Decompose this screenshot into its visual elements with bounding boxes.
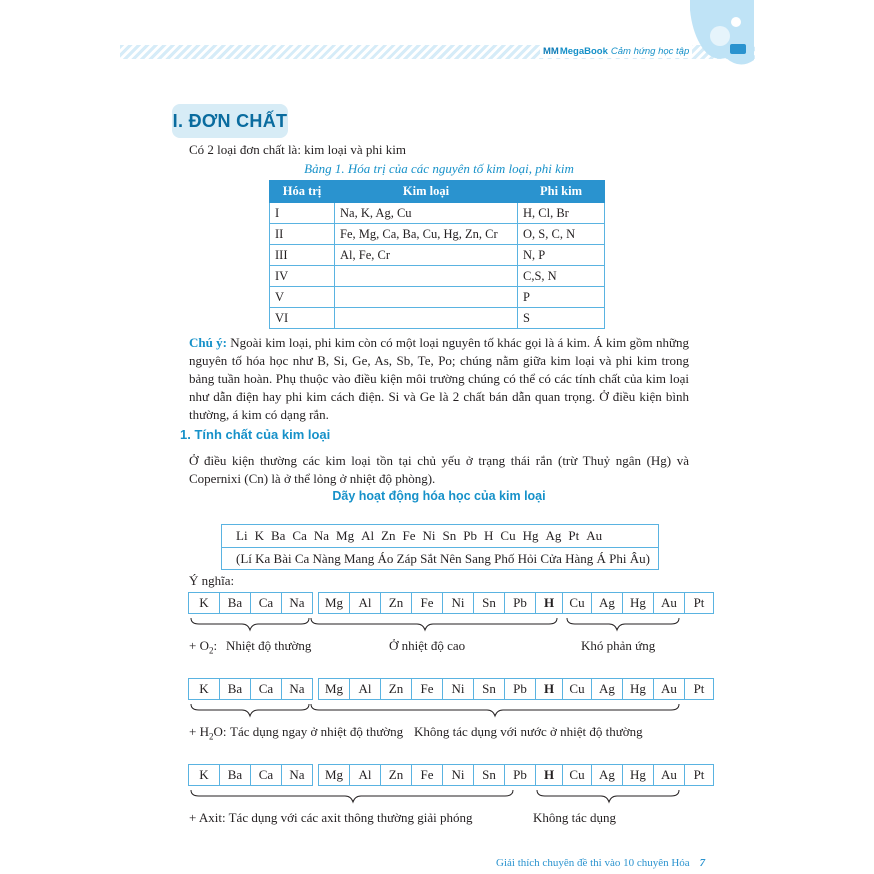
- metal-cell: Zn: [380, 764, 412, 786]
- metal-cell: Cu: [562, 764, 592, 786]
- header-illustration-icon: [690, 0, 754, 70]
- metal-cell: Ni: [442, 592, 474, 614]
- o2-label-a: Nhiệt độ thường: [226, 638, 312, 653]
- table-cell: Fe, Mg, Ca, Ba, Cu, Hg, Zn, Cr: [335, 224, 518, 245]
- metal-cell: Ca: [250, 678, 282, 700]
- metal-cell: Mg: [318, 678, 350, 700]
- metal-cell: Ni: [442, 764, 474, 786]
- metal-cell: Na: [281, 678, 313, 700]
- metal-cell: Ca: [250, 764, 282, 786]
- o2-suffix: :: [213, 638, 218, 653]
- metal-cell: K: [188, 678, 220, 700]
- metal-cell: Mg: [318, 592, 350, 614]
- braces-o2: [189, 616, 689, 632]
- series-symbol: Al: [361, 528, 375, 543]
- metal-cell: Ag: [591, 592, 623, 614]
- brand-tagline: Cảm hứng học tập: [610, 46, 690, 57]
- note-text: Ngoài kim loại, phi kim còn có một loại nguyên tố khác gọi là á kim. Á kim gồm những nguyên tố hóa học như B, Si, Ge, As, Sb, Te, Po; chúng nằm giữa kim loại và phi kim trong bảng tuần hoàn. Phụ thuộc vào điều kiện môi trường chúng có thể có các tính chất của kim loại như dẫn điện hay phi kim cách điện. Si và Ge là 2 chất bán dẫn quan trọng. Ở điều kiện bình thường, á kim có dạng rắn.: [189, 335, 689, 422]
- brace-icon: [191, 618, 309, 630]
- o2-label-c: Khó phản ứng: [581, 638, 656, 653]
- metal-cell: Al: [349, 592, 381, 614]
- metal-cell: H: [535, 764, 563, 786]
- series-symbol: Au: [586, 528, 603, 543]
- series-symbol: Mg: [336, 528, 355, 543]
- table-cell: P: [518, 287, 605, 308]
- metal-cell: Pt: [684, 592, 714, 614]
- series-symbol: Ag: [545, 528, 562, 543]
- brand-logo-icon: MM: [543, 46, 559, 57]
- table-cell: IV: [270, 266, 335, 287]
- brace-icon: [311, 704, 679, 716]
- brace-icon: [567, 618, 679, 630]
- series-symbol: Ba: [270, 528, 286, 543]
- table-cell: C,S, N: [518, 266, 605, 287]
- series-symbol: K: [254, 528, 264, 543]
- metal-cell: Au: [653, 592, 685, 614]
- series-symbol: Sn: [442, 528, 457, 543]
- table-cell: H, Cl, Br: [518, 203, 605, 224]
- series-symbol: Zn: [381, 528, 396, 543]
- column-header: Hóa trị: [270, 181, 335, 203]
- table-cell: II: [270, 224, 335, 245]
- metal-cell: K: [188, 592, 220, 614]
- intro-text: Có 2 loại đơn chất là: kim loại và phi kim: [189, 142, 407, 157]
- metal-cell: Hg: [622, 678, 654, 700]
- table-cell: III: [270, 245, 335, 266]
- o2-prefix: [189, 638, 217, 656]
- brace-icon: [191, 704, 309, 716]
- metal-cell: Ag: [591, 764, 623, 786]
- metal-row-acid: [189, 764, 714, 786]
- metal-cell: Cu: [562, 678, 592, 700]
- table-header-row: [270, 181, 605, 203]
- note-label: Chú ý:: [189, 335, 227, 350]
- page-footer: [496, 857, 705, 869]
- table-cell: I: [270, 203, 335, 224]
- table-cell: S: [518, 308, 605, 329]
- brace-icon: [537, 790, 679, 802]
- metal-row-h2o: [189, 678, 714, 700]
- o2-prefix-text: + O: [189, 638, 209, 653]
- column-header: Phi kim: [518, 181, 605, 203]
- acid-label-a: + Axit: Tác dụng với các axit thông thường giải phóng: [189, 810, 473, 825]
- brand-name: MegaBook: [559, 46, 608, 57]
- subsection-title: 1. Tính chất của kim loại: [180, 427, 331, 442]
- metal-cell: Fe: [411, 764, 443, 786]
- metal-cell: Cu: [562, 592, 592, 614]
- metal-cell: Hg: [622, 592, 654, 614]
- table-row: [270, 224, 605, 245]
- table-caption: Bảng 1. Hóa trị của các nguyên tố kim loại, phi kim: [304, 161, 574, 176]
- metal-cell: Ba: [219, 764, 251, 786]
- h2o-prefix-text: + H: [189, 724, 209, 739]
- table-cell: [335, 287, 518, 308]
- table-row: [270, 308, 605, 329]
- series-symbol: H: [484, 528, 494, 543]
- page-number: 7: [699, 857, 706, 869]
- table-cell: [335, 266, 518, 287]
- metal-cell: Pb: [504, 592, 536, 614]
- metal-cell: Ag: [591, 678, 623, 700]
- table-cell: [335, 308, 518, 329]
- metal-cell: Pt: [684, 764, 714, 786]
- metal-cell: Mg: [318, 764, 350, 786]
- table-cell: V: [270, 287, 335, 308]
- o2-subscript: 2: [208, 645, 214, 656]
- h2o-label-a: Tác dụng ngay ở nhiệt độ thường: [230, 724, 404, 739]
- column-header: Kim loại: [335, 181, 518, 203]
- metal-cell: Al: [349, 678, 381, 700]
- series-symbol: Ca: [292, 528, 307, 543]
- table-row: [270, 287, 605, 308]
- metal-cell: Au: [653, 678, 685, 700]
- brace-icon: [311, 618, 557, 630]
- metal-cell: Sn: [473, 592, 505, 614]
- series-symbol: Li: [236, 528, 248, 543]
- note-paragraph: [189, 334, 689, 424]
- metal-cell: Ba: [219, 678, 251, 700]
- body-paragraph: Ở điều kiện thường các kim loại tồn tại chủ yếu ở trạng thái rắn (trừ Thuỷ ngân (Hg) và Copernixi (Cn) là ở thể lỏng ở nhiệt độ phòng).: [189, 453, 689, 486]
- table-row: [270, 245, 605, 266]
- series-symbol: Fe: [402, 528, 416, 543]
- table-cell: O, S, C, N: [518, 224, 605, 245]
- footer-text: Giải thích chuyên đề thi vào 10 chuyên Hóa: [496, 857, 690, 869]
- metal-cell: K: [188, 764, 220, 786]
- braces-h2o: [189, 702, 689, 718]
- series-symbol: Ni: [422, 528, 436, 543]
- metal-cell: Ni: [442, 678, 474, 700]
- h2o-prefix: [189, 724, 226, 742]
- h2o-suffix: O:: [213, 724, 227, 739]
- table-cell: Na, K, Ag, Cu: [335, 203, 518, 224]
- metal-cell: Ba: [219, 592, 251, 614]
- series-symbol: Na: [313, 528, 330, 543]
- series-symbol: Cu: [500, 528, 516, 543]
- table-cell: Al, Fe, Cr: [335, 245, 518, 266]
- table-row: [270, 266, 605, 287]
- metal-cell: H: [535, 678, 563, 700]
- valence-table: [269, 180, 605, 329]
- table-cell: N, P: [518, 245, 605, 266]
- metal-cell: Fe: [411, 592, 443, 614]
- brand: [540, 45, 692, 58]
- meaning-label: Ý nghĩa:: [189, 573, 235, 588]
- metal-cell: H: [535, 592, 563, 614]
- h2o-subscript: 2: [208, 731, 214, 742]
- h2o-label-b: Không tác dụng với nước ở nhiệt độ thường: [414, 724, 643, 739]
- metal-cell: Sn: [473, 678, 505, 700]
- section-title: I. ĐƠN CHẤT: [172, 104, 288, 138]
- braces-acid: [189, 788, 689, 804]
- metal-cell: Pb: [504, 764, 536, 786]
- metal-cell: Zn: [380, 592, 412, 614]
- activity-series-box: [221, 524, 659, 570]
- table-cell: VI: [270, 308, 335, 329]
- metal-cell: Pt: [684, 678, 714, 700]
- metal-cell: Pb: [504, 678, 536, 700]
- metal-row-o2: [189, 592, 714, 614]
- series-symbol: Hg: [522, 528, 539, 543]
- o2-label-b: Ở nhiệt độ cao: [389, 638, 466, 653]
- metal-cell: Zn: [380, 678, 412, 700]
- metal-cell: Au: [653, 764, 685, 786]
- activity-series-mnemonic: (Lí Ka Bài Ca Nàng Mang Áo Záp Sắt Nên Sang Phố Hỏi Cửa Hàng Á Phi Âu): [236, 551, 650, 566]
- metal-cell: Ca: [250, 592, 282, 614]
- metal-cell: Al: [349, 764, 381, 786]
- metal-cell: Na: [281, 764, 313, 786]
- metal-cell: Hg: [622, 764, 654, 786]
- acid-label-b: Không tác dụng: [533, 810, 617, 825]
- series-symbol: Pb: [463, 528, 478, 543]
- activity-series-symbols: [222, 525, 658, 548]
- table-row: [270, 203, 605, 224]
- metal-cell: Fe: [411, 678, 443, 700]
- metal-cell: Sn: [473, 764, 505, 786]
- series-symbol: Pt: [568, 528, 580, 543]
- brace-icon: [191, 790, 513, 802]
- activity-series-title: Dãy hoạt động hóa học của kim loại: [332, 489, 546, 503]
- metal-cell: Na: [281, 592, 313, 614]
